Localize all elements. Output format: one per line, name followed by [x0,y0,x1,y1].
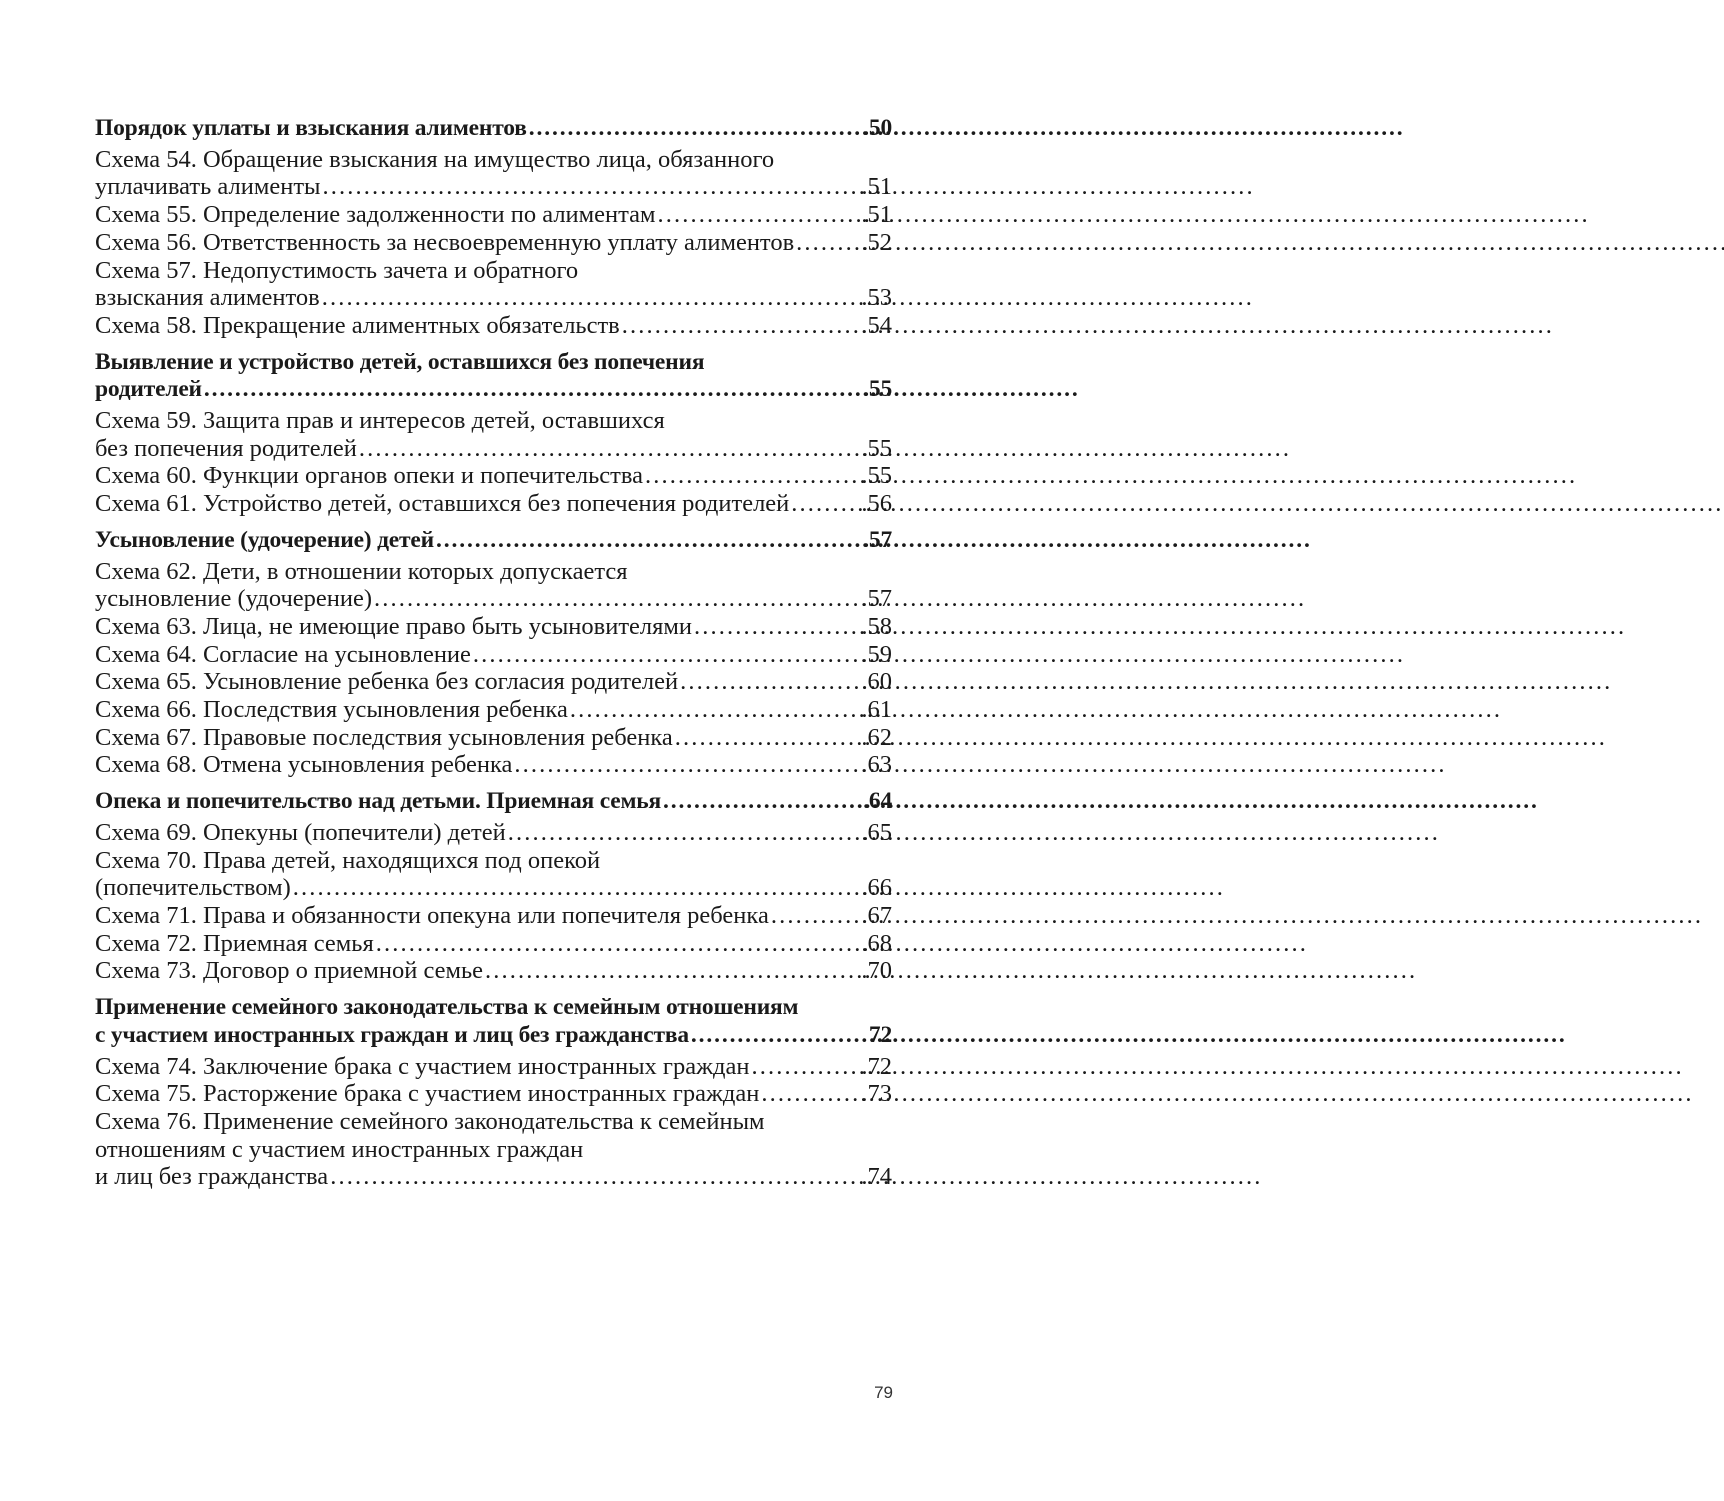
toc-page-ref: .58 [861,612,892,640]
toc-page-ref: .72 [861,1052,892,1080]
toc-entry-text: Схема 74. Заключение брака с участием иностранных граждан [95,1052,750,1080]
toc-entry [95,751,892,779]
toc-dot-leader [771,902,860,930]
toc-entry-text: и лиц без гражданства [95,1163,329,1191]
toc-section-heading [95,788,892,816]
toc-heading-text: Применение семейного законодательства к семейным отношениям [95,994,799,1021]
toc-entry-line [95,558,892,586]
toc-entry-line [95,1080,892,1108]
toc-entry [95,407,892,462]
toc-entry-line [95,146,892,174]
toc-page-ref: .70 [861,957,892,985]
toc-entry-line [95,1108,892,1136]
toc-entry [95,257,892,312]
toc-entry-text: Схема 65. Усыновление ребенка без согласия родителей [95,668,679,696]
toc-heading-text: Выявление и устройство детей, оставшихся без попечения [95,348,705,375]
toc-heading-text: Усыновление (удочерение) детей [95,526,434,553]
toc-page-ref: .55 [863,376,892,403]
toc-page-ref: .51 [861,201,892,229]
toc-heading-line [95,527,892,555]
toc-heading-line [95,349,892,377]
toc-entry-line [95,173,892,201]
toc-entry-line [95,1136,892,1164]
toc-section [95,349,892,518]
toc-dot-leader [359,435,860,463]
toc-entry-line [95,462,892,490]
toc-entry-text: без попечения родителей [95,434,357,462]
toc-entry-text: Схема 55. Определение задолженности по алиментам [95,201,656,229]
toc-page-ref: .55 [861,434,892,462]
toc-page-ref: .50 [863,115,892,141]
toc-entry-text: Схема 64. Согласие на усыновление [95,640,471,668]
toc-dot-leader [473,641,859,669]
toc-entry-text: Схема 56. Ответственность за несвоевременную уплату алиментов [95,228,795,256]
toc-entry-text: Схема 57. Недопустимость зачета и обратного [95,256,579,284]
toc-section-heading [95,115,892,143]
toc-entry-line [95,874,892,902]
toc-dot-leader [761,1080,859,1108]
toc-entry-text: Схема 69. Опекуны (попечители) детей [95,818,506,846]
toc-heading-line [95,994,892,1022]
toc-page-ref: .57 [863,526,892,553]
toc-entry-line [95,847,892,875]
toc-heading-text: родителей [95,376,202,403]
page-number: 79 [874,1383,893,1402]
toc-entry-text: Схема 66. Последствия усыновления ребенка [95,696,568,724]
toc-entry-text: взыскания алиментов [95,284,320,312]
toc-page-ref: .51 [861,173,892,201]
toc-entry [95,1108,892,1191]
toc-dot-leader [658,201,860,229]
toc-entry-line [95,957,892,985]
toc-entry [95,613,892,641]
toc-entry [95,957,892,985]
toc-entry-line [95,312,892,340]
toc-entry-line [95,819,892,847]
toc-dot-leader [485,957,859,985]
toc-entry [95,229,892,257]
toc-entry-line [95,930,892,958]
toc-dot-leader [796,229,859,257]
toc-entry-line [95,201,892,229]
toc-entry-line [95,257,892,285]
toc-entry-text: Схема 71. Права и обязанности опекуна или попечителя ребенка [95,901,769,929]
toc-heading-line [95,1022,892,1050]
toc-dot-leader [694,613,859,641]
toc-page-ref: .63 [861,751,892,779]
toc-page-ref: .66 [861,874,892,902]
toc-dot-leader [293,874,860,902]
toc-page-ref: 72 [868,1021,892,1048]
toc-section [95,788,892,985]
toc-section-heading [95,527,892,555]
toc-entry [95,930,892,958]
toc-entry-text: Схема 68. Отмена усыновления ребенка [95,751,513,779]
toc-entry [95,146,892,201]
toc-entry-line [95,435,892,463]
toc-entry [95,819,892,847]
toc-entry [95,641,892,669]
toc-page-ref: .74 [861,1163,892,1191]
toc-entry-text: Схема 61. Устройство детей, оставшихся без попечения родителей [95,490,790,518]
toc-entry-line [95,641,892,669]
toc-entry-line [95,613,892,641]
toc-heading-text: Порядок уплаты и взыскания алиментов [95,115,527,141]
toc-page-ref: .61 [861,696,892,724]
toc-entry-text: Схема 70. Права детей, находящихся под опекой [95,846,601,874]
toc-entry [95,201,892,229]
toc-entry [95,696,892,724]
toc-entry-text: Схема 73. Договор о приемной семье [95,957,484,985]
toc-page-ref: .64 [863,788,892,815]
toc-dot-leader [675,724,860,752]
toc-entry-line [95,284,892,312]
toc-entry-text: Схема 75. Расторжение брака с участием иностранных граждан [95,1080,760,1108]
toc-entry-text: Схема 67. Правовые последствия усыновления ребенка [95,723,673,751]
toc-page-ref: .53 [861,284,892,312]
toc-entry-line [95,751,892,779]
toc-entry-line [95,668,892,696]
toc-section-heading [95,994,892,1049]
toc-heading-text: Опека и попечительство над детьми. Приемная семья [95,788,661,815]
toc-page-ref: .55 [861,462,892,490]
toc-entry [95,558,892,613]
toc-section [95,527,892,779]
toc-entry [95,462,892,490]
toc-heading-line [95,788,892,816]
toc-page-ref: .60 [861,668,892,696]
toc-page-ref: .62 [861,723,892,751]
table-of-contents [95,115,892,1200]
toc-entry-text: (попечительством) [95,874,291,902]
toc-dot-leader [529,115,861,143]
toc-page-ref: .59 [861,640,892,668]
toc-entry-line [95,585,892,613]
toc-entry-line [95,724,892,752]
toc-entry-line [95,1053,892,1081]
toc-section [95,115,892,340]
toc-dot-leader [663,788,861,816]
toc-heading-text: с участием иностранных граждан и лиц без гражданства [95,1021,689,1048]
toc-dot-leader [622,312,860,340]
toc-entry [95,902,892,930]
toc-dot-leader [791,490,859,518]
toc-entry-text: Схема 76. Применение семейного законодательства к семейным [95,1107,765,1135]
toc-entry-text: усыновление (удочерение) [95,585,373,613]
toc-entry [95,847,892,902]
toc-dot-leader [570,696,860,724]
toc-dot-leader [436,527,861,555]
toc-dot-leader [374,585,859,613]
toc-entry [95,724,892,752]
toc-entry [95,1053,892,1081]
toc-entry [95,490,892,518]
toc-dot-leader [508,819,860,847]
toc-page-ref: .67 [861,901,892,929]
toc-dot-leader [691,1022,867,1050]
toc-dot-leader [204,376,861,404]
toc-dot-leader [645,462,859,490]
toc-entry-text: Схема 54. Обращение взыскания на имущество лица, обязанного [95,145,775,173]
toc-entry [95,312,892,340]
toc-page-ref: .52 [861,228,892,256]
toc-section [95,994,892,1191]
toc-entry-line [95,902,892,930]
toc-heading-line [95,115,892,143]
toc-page-ref: .57 [861,585,892,613]
toc-page-ref: .56 [861,490,892,518]
toc-entry-line [95,1163,892,1191]
toc-entry-line [95,696,892,724]
toc-entry-line [95,490,892,518]
toc-entry-text: Схема 58. Прекращение алиментных обязательств [95,311,620,339]
toc-dot-leader [330,1163,859,1191]
toc-page-ref: .65 [861,818,892,846]
toc-dot-leader [751,1053,859,1081]
toc-page-ref: .54 [861,311,892,339]
toc-entry-text: Схема 62. Дети, в отношении которых допускается [95,557,628,585]
toc-entry-text: Схема 63. Лица, не имеющие право быть усыновителями [95,612,693,640]
toc-entry-line [95,229,892,257]
toc-entry-text: уплачивать алименты [95,173,321,201]
toc-entry [95,1080,892,1108]
toc-entry-text: Схема 59. Защита прав и интересов детей, оставшихся [95,407,665,435]
toc-entry-text: отношениям с участием иностранных граждан [95,1135,584,1163]
toc-dot-leader [514,751,859,779]
toc-entry-text: Схема 60. Функции органов опеки и попечительства [95,462,643,490]
toc-entry [95,668,892,696]
toc-page-ref: .73 [861,1080,892,1108]
toc-entry-text: Схема 72. Приемная семья [95,929,374,957]
toc-page-ref: .68 [861,929,892,957]
toc-heading-line [95,376,892,404]
toc-dot-leader [680,668,859,696]
toc-entry-line [95,407,892,435]
toc-dot-leader [322,284,860,312]
toc-dot-leader [323,173,860,201]
toc-dot-leader [376,930,860,958]
toc-section-heading [95,349,892,404]
